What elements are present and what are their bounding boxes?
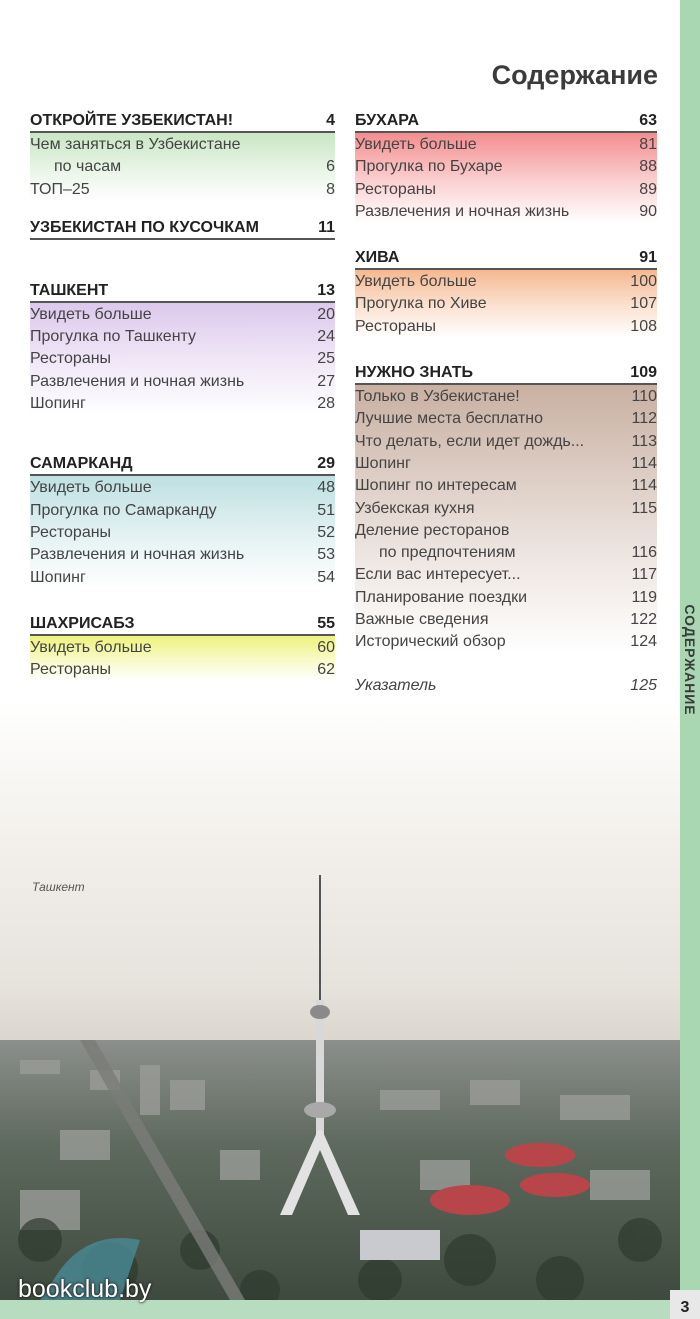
toc-entry-page: 122 — [630, 611, 657, 629]
toc-entry[interactable] — [30, 371, 335, 393]
page-title: Содержание — [491, 60, 658, 90]
toc-entry[interactable] — [355, 271, 657, 293]
toc-entry[interactable] — [30, 567, 335, 589]
toc-entry[interactable] — [355, 134, 657, 156]
toc-section — [355, 674, 657, 697]
toc-entry-page: 54 — [317, 568, 335, 586]
toc-entry-label: Прогулка по Хиве — [355, 295, 487, 313]
section-items — [355, 385, 657, 654]
toc-entry[interactable] — [355, 542, 657, 564]
toc-section — [30, 110, 335, 201]
toc-entry-page: 52 — [317, 523, 335, 541]
toc-entry-label: Лучшие места бесплатно — [355, 410, 544, 428]
toc-entry-label: Деление ресторанов — [355, 521, 510, 539]
page-number: 3 — [670, 1290, 700, 1319]
section-heading-page: 109 — [630, 364, 657, 382]
toc-entry[interactable] — [355, 675, 657, 697]
toc-entry[interactable] — [355, 408, 657, 430]
toc-entry-label: Увидеть больше — [30, 638, 152, 656]
section-items — [355, 270, 657, 338]
toc-entry-label: Шопинг по интересам — [355, 477, 517, 495]
toc-entry-label: Прогулка по Ташкенту — [30, 328, 197, 346]
section-heading-label: ШАХРИСАБЗ — [30, 614, 135, 632]
toc-entry[interactable] — [30, 659, 335, 681]
toc-right-column — [355, 110, 657, 697]
toc-entry[interactable] — [355, 475, 657, 497]
toc-left-column — [30, 110, 335, 681]
section-heading[interactable] — [30, 217, 335, 240]
toc-entry-page: 88 — [639, 158, 657, 176]
toc-entry[interactable] — [30, 637, 335, 659]
toc-entry-page: 90 — [639, 202, 657, 220]
toc-entry[interactable] — [30, 393, 335, 415]
toc-entry[interactable] — [30, 544, 335, 566]
toc-entry[interactable] — [30, 134, 335, 156]
toc-entry-page: 89 — [639, 180, 657, 198]
toc-entry-label: Развлечения и ночная жизнь — [355, 202, 570, 220]
toc-section — [355, 110, 657, 223]
toc-entry-label: Что делать, если идет дождь... — [355, 432, 585, 450]
toc-entry-page: 110 — [631, 388, 657, 406]
toc-entry-page: 51 — [317, 501, 335, 519]
section-heading[interactable] — [30, 453, 335, 476]
toc-entry-page: 48 — [317, 479, 335, 497]
toc-entry[interactable] — [30, 348, 335, 370]
toc-entry-page: 124 — [630, 633, 657, 651]
toc-section — [30, 280, 335, 415]
toc-entry-label: Рестораны — [30, 350, 112, 368]
section-heading-page: 55 — [317, 614, 335, 632]
toc-entry[interactable] — [355, 156, 657, 178]
section-heading-label: НУЖНО ЗНАТЬ — [355, 364, 474, 382]
section-heading[interactable] — [30, 280, 335, 303]
watermark: bookclub.by — [18, 1275, 152, 1303]
section-items — [30, 636, 335, 682]
toc-entry-label: Только в Узбекистане! — [355, 388, 520, 406]
toc-entry-page: 114 — [631, 477, 657, 495]
section-items — [355, 133, 657, 223]
toc-entry-page: 125 — [630, 676, 657, 694]
toc-entry-page: 81 — [639, 136, 657, 153]
toc-entry-page: 108 — [630, 317, 657, 335]
toc-entry[interactable] — [355, 587, 657, 609]
section-heading[interactable] — [355, 247, 657, 270]
toc-entry[interactable] — [30, 156, 335, 178]
toc-entry[interactable] — [355, 631, 657, 653]
toc-entry-label: Рестораны — [355, 180, 437, 198]
toc-entry[interactable] — [30, 477, 335, 499]
section-heading-label: ХИВА — [355, 249, 400, 267]
sidebar-label: СОДЕРЖАНИЕ — [682, 604, 698, 716]
toc-entry[interactable] — [355, 520, 657, 542]
toc-entry[interactable] — [30, 326, 335, 348]
toc-entry[interactable] — [355, 609, 657, 631]
toc-entry-label: Шопинг — [355, 454, 411, 472]
toc-entry-page: 28 — [317, 395, 335, 413]
section-heading[interactable] — [30, 110, 335, 133]
toc-entry-label: Важные сведения — [355, 611, 489, 629]
toc-entry-label: Увидеть больше — [30, 479, 152, 497]
section-heading[interactable] — [355, 362, 657, 385]
toc-entry-label: по часам — [54, 158, 122, 176]
toc-entry-page: 6 — [326, 158, 335, 176]
toc-entry-page: 8 — [326, 180, 335, 198]
toc-entry-label: Рестораны — [30, 661, 112, 679]
toc-entry-page: 53 — [317, 546, 335, 564]
toc-entry[interactable] — [355, 179, 657, 201]
toc-entry[interactable] — [30, 500, 335, 522]
section-heading-page: 91 — [639, 249, 657, 267]
section-heading-label: САМАРКАНД — [30, 455, 133, 473]
section-heading-page: 13 — [317, 281, 335, 299]
section-heading-label: УЗБЕКИСТАН ПО КУСОЧКАМ — [30, 218, 259, 236]
toc-entry-page: 27 — [317, 372, 335, 390]
toc-entry-label: Шопинг — [30, 395, 86, 413]
toc-entry-label: по предпочтениям — [379, 544, 516, 562]
toc-section — [30, 453, 335, 588]
toc-entry-page: 114 — [631, 454, 657, 472]
toc-entry[interactable] — [30, 179, 335, 201]
toc-entry-label: Развлечения и ночная жизнь — [30, 372, 245, 390]
toc-section — [30, 217, 335, 240]
toc-entry-label: Увидеть больше — [355, 136, 477, 153]
section-items — [355, 674, 657, 697]
toc-section — [355, 247, 657, 338]
toc-entry-page: 116 — [631, 544, 657, 562]
toc-entry-page: 60 — [317, 638, 335, 656]
section-heading-page: 29 — [317, 455, 335, 473]
toc-entry-page: 113 — [631, 432, 657, 450]
toc-entry-page: 107 — [630, 295, 657, 313]
toc-entry-label: ТОП–25 — [30, 180, 90, 198]
section-heading-label: ТАШКЕНТ — [30, 281, 109, 299]
toc-entry-page: 112 — [631, 410, 657, 428]
section-items — [30, 303, 335, 415]
toc-entry-label: Если вас интересует... — [355, 566, 521, 584]
toc-entry-page: 117 — [631, 566, 657, 584]
toc-entry[interactable] — [355, 453, 657, 475]
photo-caption: Ташкент — [32, 880, 85, 894]
toc-entry-page: 24 — [317, 328, 335, 346]
section-heading-label: ОТКРОЙТЕ УЗБЕКИСТАН! — [30, 112, 234, 129]
toc-entry-page: 20 — [317, 305, 335, 323]
toc-entry-label: Узбекская кухня — [355, 499, 475, 517]
toc-entry-page: 62 — [317, 661, 335, 679]
toc-entry-label: Развлечения и ночная жизнь — [30, 546, 245, 564]
toc-entry-page: 119 — [631, 588, 657, 606]
toc-entry[interactable] — [355, 564, 657, 586]
toc-entry-label: Увидеть больше — [355, 273, 477, 291]
toc-entry-label: Шопинг — [30, 568, 86, 586]
toc-entry[interactable] — [30, 304, 335, 326]
section-items — [30, 133, 335, 201]
toc-entry-label: Увидеть больше — [30, 305, 152, 323]
section-heading[interactable] — [30, 613, 335, 636]
toc-entry-label: Исторический обзор — [355, 633, 506, 651]
section-heading-page: 63 — [639, 112, 657, 129]
toc-section — [30, 613, 335, 682]
toc-entry[interactable] — [355, 293, 657, 315]
toc-entry[interactable] — [355, 201, 657, 223]
toc-section — [355, 362, 657, 654]
toc-entry-page: 100 — [630, 273, 657, 291]
toc-entry[interactable] — [355, 498, 657, 520]
toc-entry-label: Рестораны — [30, 523, 112, 541]
toc-entry[interactable] — [30, 522, 335, 544]
section-items — [30, 476, 335, 588]
toc-entry-label: Прогулка по Бухаре — [355, 158, 503, 176]
toc-entry[interactable] — [355, 431, 657, 453]
section-heading[interactable] — [355, 110, 657, 133]
toc-entry-page: 25 — [317, 350, 335, 368]
toc-entry[interactable] — [355, 386, 657, 408]
section-heading-page: 4 — [326, 112, 335, 129]
toc-entry-label: Планирование поездки — [355, 588, 528, 606]
toc-entry-label: Прогулка по Самарканду — [30, 501, 217, 519]
section-heading-page: 11 — [318, 218, 335, 236]
section-heading-label: БУХАРА — [355, 112, 420, 129]
toc-entry-label: Чем заняться в Узбекистане — [30, 136, 241, 153]
toc-entry-label: Указатель — [355, 676, 437, 694]
toc-entry-label: Рестораны — [355, 317, 437, 335]
toc-entry[interactable] — [355, 316, 657, 338]
toc-entry-page: 115 — [631, 499, 657, 517]
